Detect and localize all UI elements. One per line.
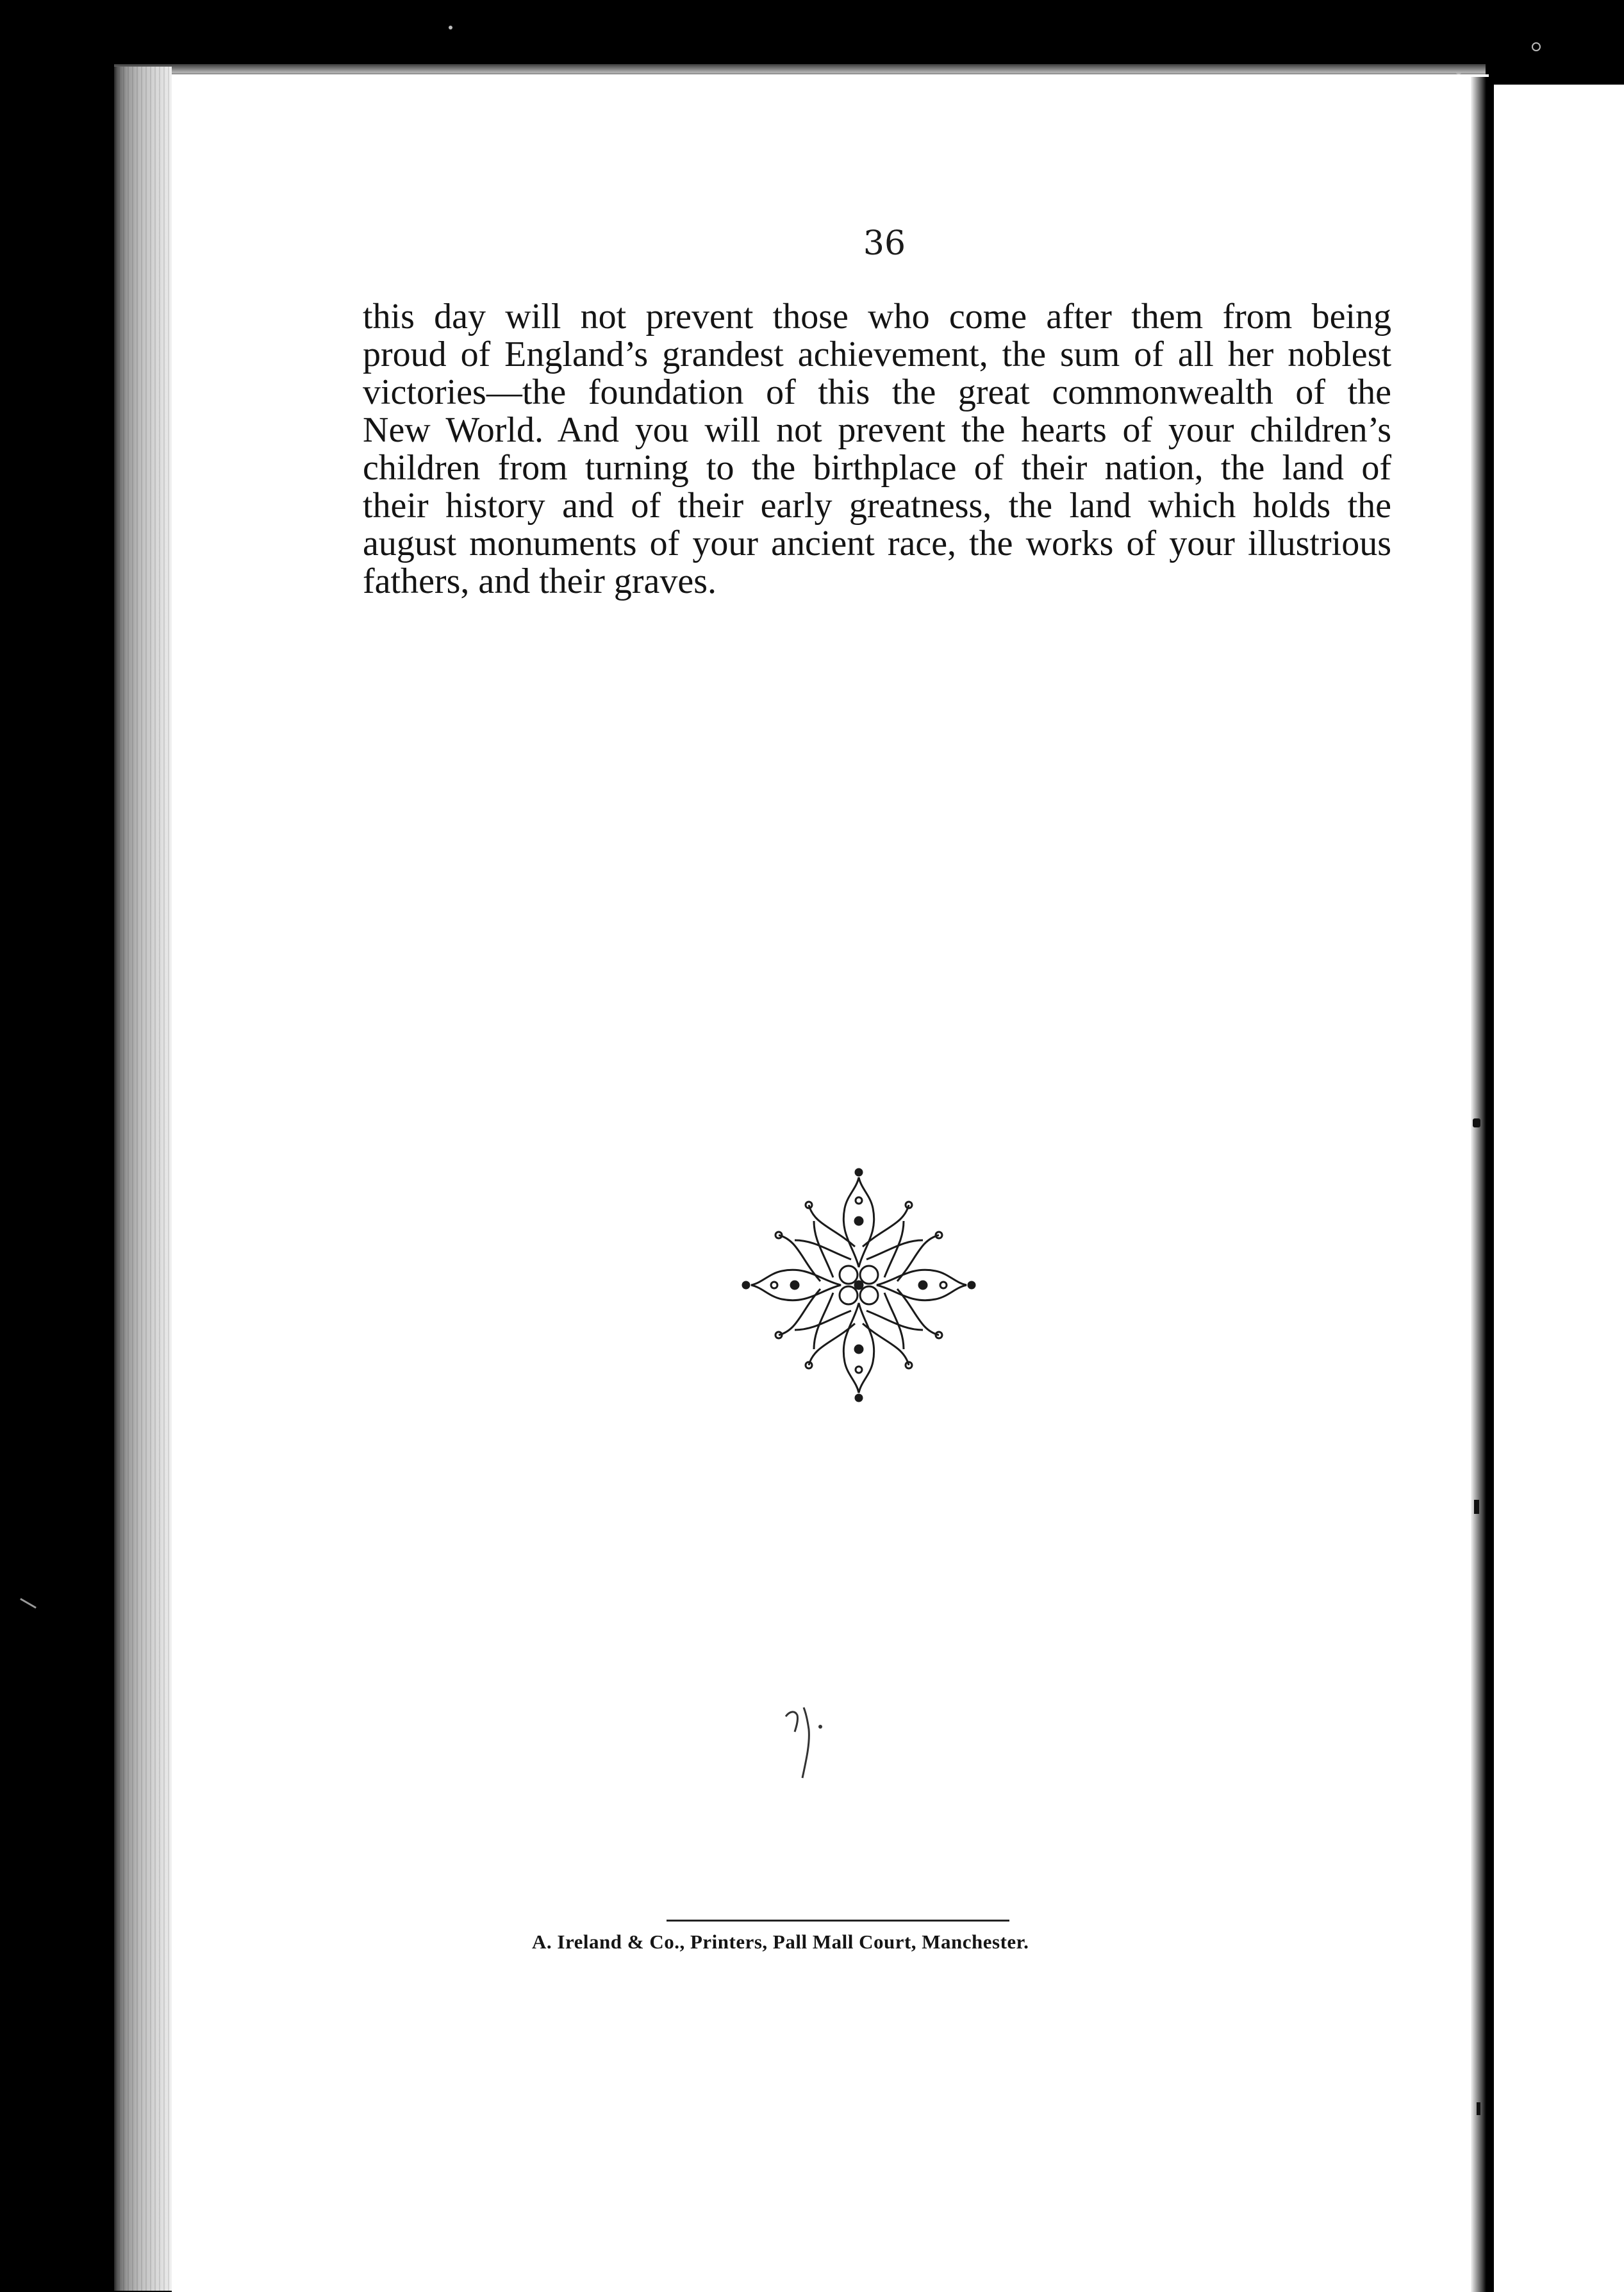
body-line: proud of England’s grandest achievement, the sum of all her noblest: [363, 335, 1391, 374]
page-edge: [114, 67, 172, 2291]
page-number: 36: [863, 224, 906, 263]
gutter-mark: [1473, 1118, 1480, 1127]
body-line: victories—the foundation of this the great commonwealth of the: [363, 372, 1391, 412]
body-line: august monuments of your ancient race, the works of your illustrious: [363, 524, 1391, 563]
handwritten-pencil-mark: [781, 1698, 845, 1782]
body-paragraph: [363, 298, 1391, 601]
dust-speck: [1532, 42, 1541, 51]
gutter-mark: [1477, 2102, 1480, 2115]
body-line: fathers, and their graves.: [363, 561, 717, 601]
facing-page-edge: [1494, 85, 1624, 2292]
dust-speck: [20, 1598, 37, 1609]
page-gutter: [1471, 77, 1494, 2292]
body-line: children from turning to the birthplace of their nation, the land of: [363, 448, 1391, 488]
body-line: this day will not prevent those who come after them from being: [363, 297, 1391, 336]
dust-speck: [449, 26, 452, 29]
body-line: their history and of their early greatness, the land which holds the: [363, 486, 1391, 526]
floral-ornament-icon: [734, 1163, 984, 1407]
imprint-rule: [667, 1920, 1009, 1922]
gutter-mark: [1474, 1500, 1479, 1514]
body-line: New World. And you will not prevent the hearts of your children’s: [363, 410, 1391, 450]
printer-imprint: A. Ireland & Co., Printers, Pall Mall Court, Manchester.: [532, 1931, 1029, 1953]
